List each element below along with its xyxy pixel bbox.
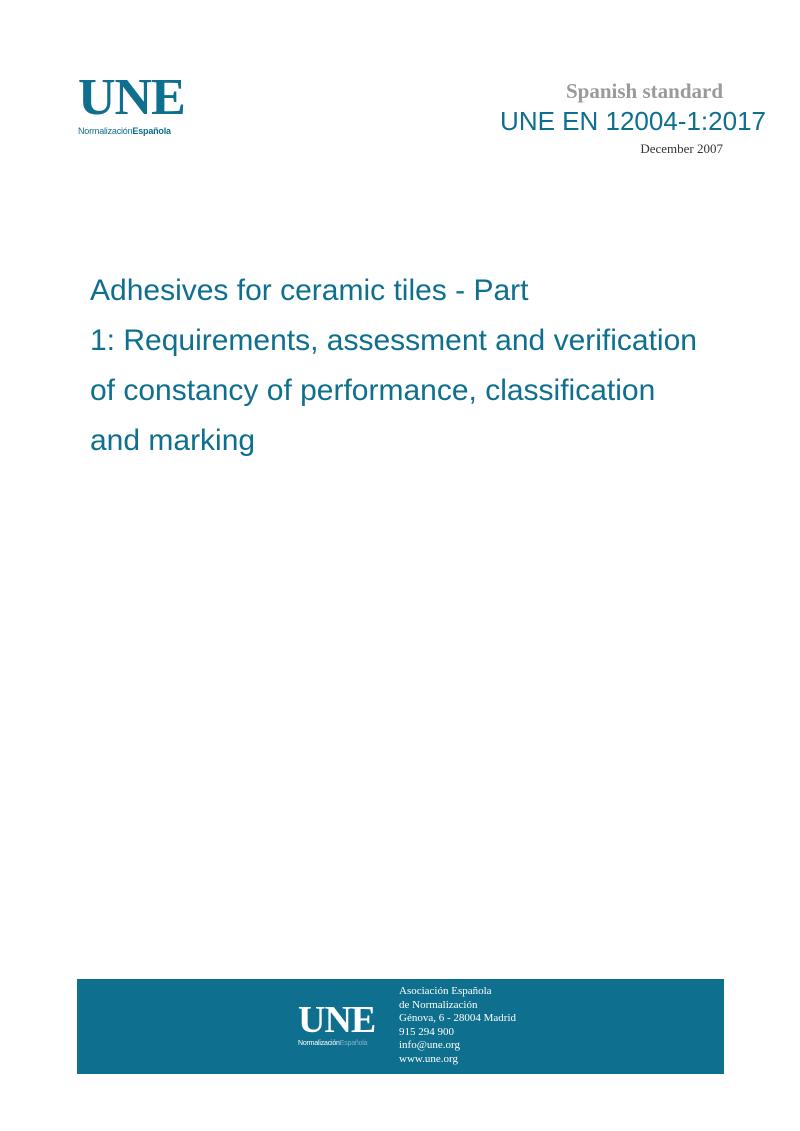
footer-logo-subtitle-bold: Española: [339, 1040, 368, 1047]
contact-phone: 915 294 900: [399, 1025, 454, 1038]
contact-address: Génova, 6 - 28004 Madrid: [399, 1012, 517, 1024]
une-logo-subtitle: [78, 126, 198, 136]
contact-org-name: Asociación Española: [399, 985, 492, 997]
une-logo-subtitle-light: Normalización: [78, 126, 133, 136]
standard-header: [366, 78, 766, 158]
title-line: of constancy of performance, classification: [90, 374, 656, 407]
title-line: and marking: [90, 424, 256, 457]
une-logo-subtitle-bold: Española: [132, 126, 171, 136]
contact-email: info@une.org: [399, 1039, 460, 1051]
footer-une-logo: [298, 999, 376, 1047]
contact-website: www.une.org: [399, 1052, 458, 1065]
title-line: 1: Requirements, assessment and verification: [90, 324, 697, 357]
standard-code: UNE EN 12004-1:2017: [500, 106, 766, 136]
standard-date: December 2007: [640, 141, 723, 156]
footer-logo-mark: UNE: [298, 999, 376, 1041]
document-title: [90, 266, 760, 466]
une-logo: [78, 69, 198, 136]
contact-org-name-cont: de Normalización: [399, 998, 478, 1011]
standard-kind: Spanish standard: [566, 79, 723, 103]
footer-logo-subtitle-light: Normalización: [298, 1040, 340, 1047]
une-logo-mark: UNE: [78, 69, 185, 126]
contact-block: [399, 985, 516, 1066]
footer-logo-subtitle: [298, 1040, 375, 1047]
title-line: Adhesives for ceramic tiles - Part: [90, 274, 529, 307]
footer-banner: [77, 979, 724, 1074]
